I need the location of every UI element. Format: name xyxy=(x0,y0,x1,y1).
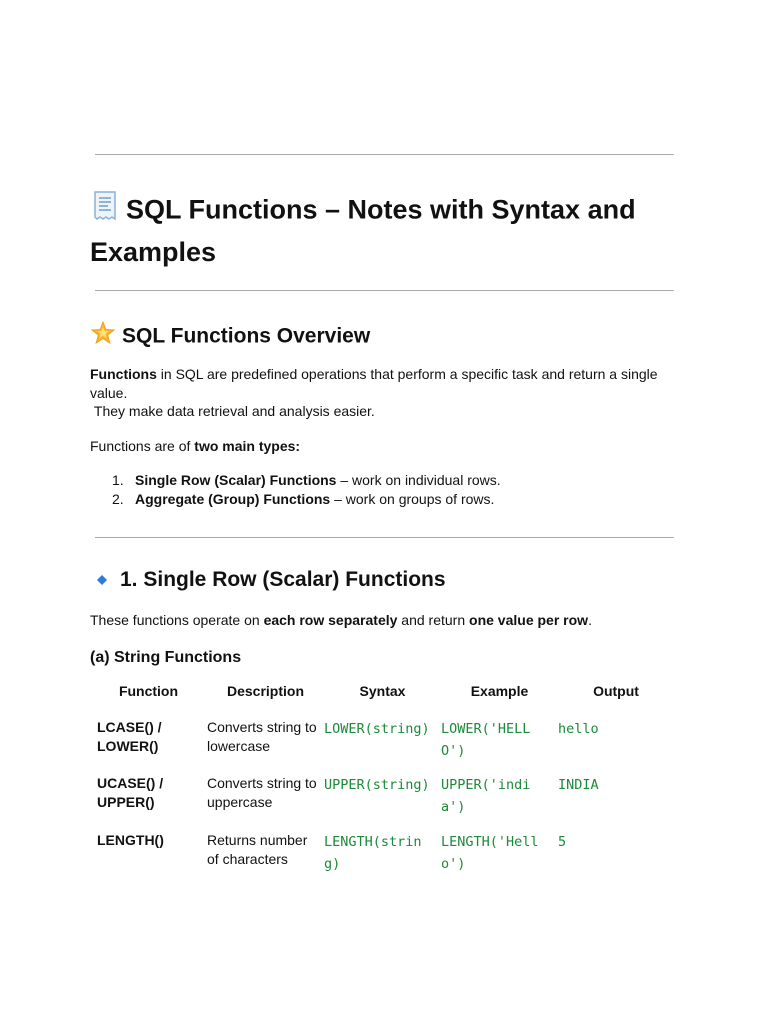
column-header: Example xyxy=(470,683,529,699)
list-number: 2. xyxy=(112,491,124,507)
column-header: Output xyxy=(593,683,639,699)
syntax-cell: UPPER(string) xyxy=(324,777,430,793)
output-cell: 5 xyxy=(558,834,567,850)
bold-term: each row separately xyxy=(263,612,398,628)
column-header: Description xyxy=(226,683,304,699)
paragraph-text: Functions are of xyxy=(90,438,195,454)
overview-heading xyxy=(90,320,370,354)
overview-paragraph xyxy=(90,365,680,421)
bold-term: two main types: xyxy=(194,438,301,454)
bold-term: one value per row xyxy=(469,612,589,628)
paragraph-text: They make data retrieval and analysis easier. xyxy=(93,403,375,419)
page-title xyxy=(90,190,690,272)
function-types-list xyxy=(90,471,690,509)
example-cell: LOWER('HELLO') xyxy=(441,721,531,759)
syntax-cell: LOWER(string) xyxy=(324,721,430,737)
function-cell: LCASE() / LOWER() xyxy=(97,719,162,754)
divider xyxy=(95,154,674,155)
column-header: Syntax xyxy=(359,683,406,699)
divider xyxy=(95,290,674,291)
divider xyxy=(95,537,674,538)
blue-diamond-icon xyxy=(96,566,108,594)
list-item xyxy=(90,471,690,490)
overview-heading-text: SQL Functions Overview xyxy=(122,324,371,348)
receipt-icon xyxy=(90,190,120,233)
section1-heading-text: 1. Single Row (Scalar) Functions xyxy=(120,568,446,591)
description-cell: Returns number of characters xyxy=(207,832,308,867)
example-cell: LENGTH('Hello') xyxy=(441,834,539,872)
bold-term: Single Row (Scalar) Functions xyxy=(135,472,337,488)
section1-heading xyxy=(90,566,446,594)
list-number: 1. xyxy=(112,472,124,488)
list-text: – work on individual rows. xyxy=(336,472,501,488)
list-text: – work on groups of rows. xyxy=(330,491,495,507)
paragraph-text: These functions operate on xyxy=(90,612,264,628)
output-cell: INDIA xyxy=(558,777,599,793)
paragraph-text: in SQL are predefined operations that perform a specific task and return a single value. xyxy=(90,366,658,401)
bold-term: Aggregate (Group) Functions xyxy=(135,491,331,507)
function-cell: LENGTH() xyxy=(97,832,164,848)
section1-intro xyxy=(90,611,680,630)
string-functions-heading: (a) String Functions xyxy=(90,649,242,666)
function-cell: UCASE() / UPPER() xyxy=(97,775,164,810)
description-cell: Converts string to lowercase xyxy=(207,719,317,754)
paragraph-text: and return xyxy=(397,612,470,628)
table-row xyxy=(90,706,674,774)
list-item xyxy=(90,490,690,509)
table-row xyxy=(90,831,674,875)
glowing-star-icon xyxy=(90,320,116,354)
column-header: Function xyxy=(118,683,179,699)
table-header-row xyxy=(90,676,674,706)
description-cell: Converts string to uppercase xyxy=(207,775,317,810)
syntax-cell: LENGTH(string) xyxy=(324,834,422,872)
output-cell: hello xyxy=(558,721,599,737)
table-row xyxy=(90,774,674,831)
bold-term: Functions xyxy=(90,366,157,382)
types-intro xyxy=(90,437,680,456)
paragraph-text: . xyxy=(588,612,592,628)
example-cell: UPPER('india') xyxy=(441,777,531,815)
page-title-text: SQL Functions – Notes with Syntax and Examples xyxy=(90,194,636,267)
string-functions-table xyxy=(90,676,674,875)
